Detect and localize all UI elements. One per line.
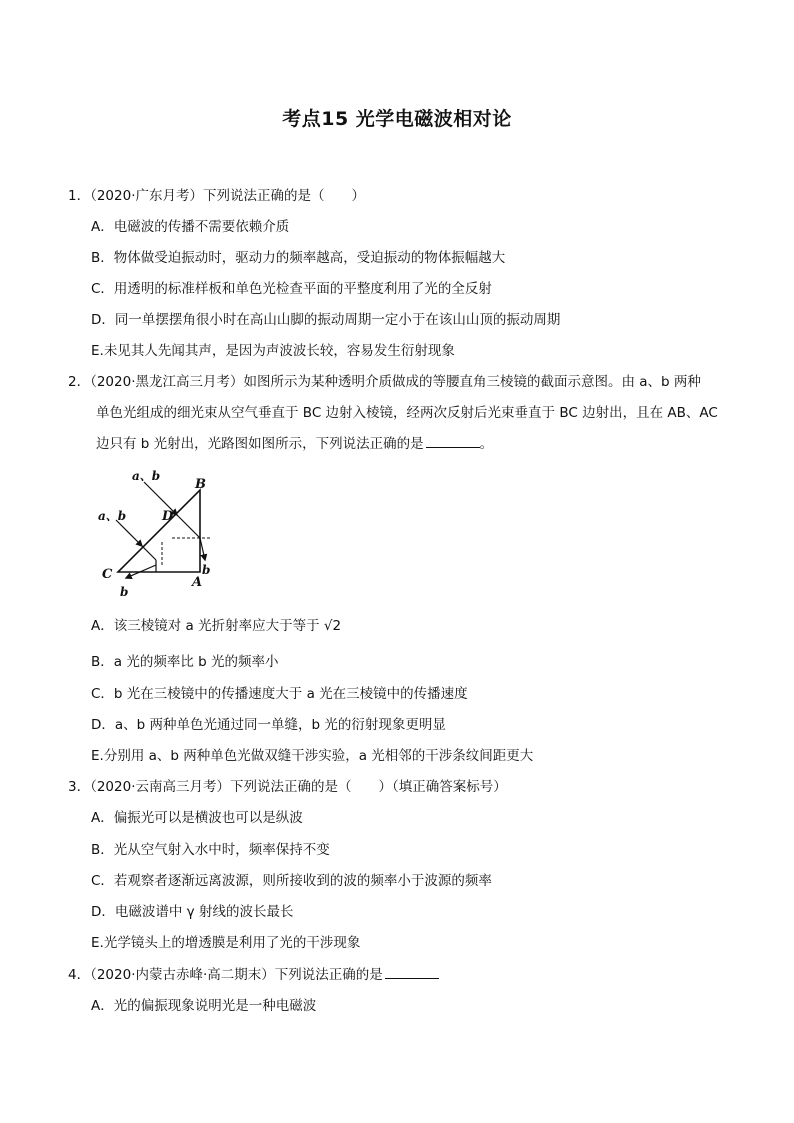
- ray-segment-top: [177, 515, 200, 538]
- question-2-option-a: [91, 616, 341, 636]
- question-3-option-e: E.光学镜头上的增透膜是利用了光的干涉现象: [91, 935, 361, 951]
- prism-triangle: [118, 490, 200, 572]
- question-2-stem-text: 边只有 b 光射出，光路图如图所示，下列说法正确的是: [96, 436, 424, 452]
- question-3-option-b: B．光从空气射入水中时，频率保持不变: [91, 842, 330, 858]
- question-2-option-a-text: A．该三棱镜对 a 光折射率应大于等于: [91, 618, 320, 634]
- label-b-right: b: [202, 563, 211, 577]
- label-ab-left: a、b: [98, 509, 127, 523]
- question-3-option-c: C．若观察者逐渐远离波源，则所接收到的波的频率小于波源的频率: [91, 873, 492, 889]
- prism-diagram: [92, 468, 222, 604]
- label-C: C: [102, 567, 113, 582]
- question-1-option-b: B．物体做受迫振动时，驱动力的频率越高，受迫振动的物体振幅越大: [91, 250, 506, 266]
- question-2-stem-line-3: [96, 434, 493, 454]
- label-D: D: [162, 509, 174, 524]
- question-3-option-d: D．电磁波谱中 γ 射线的波长最长: [91, 904, 294, 920]
- question-3-option-a: A．偏振光可以是横波也可以是纵波: [91, 810, 303, 826]
- page-title: 考点15 光学电磁波相对论: [282, 108, 512, 130]
- label-b-bottom: b: [120, 585, 129, 599]
- incident-ray-left: [116, 520, 142, 546]
- question-2-stem-end: 。: [479, 436, 494, 452]
- answer-blank: [426, 435, 480, 448]
- question-4-option-a: A．光的偏振现象说明光是一种电磁波: [91, 998, 317, 1014]
- question-2-option-c: C．b 光在三棱镜中的传播速度大于 a 光在三棱镜中的传播速度: [91, 686, 468, 702]
- question-1-option-e: E.未见其人先闻其声，是因为声波波长较，容易发生衍射现象: [91, 343, 455, 359]
- sqrt-two: √2: [323, 618, 342, 634]
- label-B: B: [195, 477, 206, 492]
- question-2-option-e: E.分别用 a、b 两种单色光做双缝干涉实验，a 光相邻的干涉条纹间距更大: [91, 748, 534, 764]
- ray-segment-left: [142, 546, 156, 560]
- question-4-stem-text: 4．（2020·内蒙古赤峰·高二期末）下列说法正确的是: [68, 967, 383, 983]
- label-A: A: [192, 575, 203, 590]
- question-2-option-d: D．a、b 两种单色光通过同一单缝，b 光的衍射现象更明显: [91, 717, 446, 733]
- label-ab-top: a、b: [132, 469, 161, 483]
- question-2-option-b: B．a 光的频率比 b 光的频率小: [91, 654, 279, 670]
- answer-blank-q4: [385, 966, 439, 979]
- question-1-option-d: D．同一单摆摆角很小时在高山山脚的振动周期一定小于在该山山顶的振动周期: [91, 312, 561, 328]
- question-4-stem: [68, 965, 439, 985]
- question-2-stem-line-2: 单色光组成的细光束从空气垂直于 BC 边射入棱镜，经两次反射后光束垂直于 BC 边射出，且在 AB、AC: [96, 405, 718, 421]
- question-3-stem: 3．（2020·云南高三月考）下列说法正确的是（ ）（填正确答案标号）: [68, 779, 507, 795]
- question-1-stem: 1．（2020·广东月考）下列说法正确的是（ ）: [68, 188, 365, 204]
- question-1-option-a: A．电磁波的传播不需要依赖介质: [91, 219, 290, 235]
- question-1-option-c: C．用透明的标准样板和单色光检查平面的平整度利用了光的全反射: [91, 281, 492, 297]
- question-2-stem-line-1: 2．（2020·黑龙江高三月考）如图所示为某种透明介质做成的等腰直角三棱镜的截面示意图。由 a、b 两种: [68, 374, 701, 390]
